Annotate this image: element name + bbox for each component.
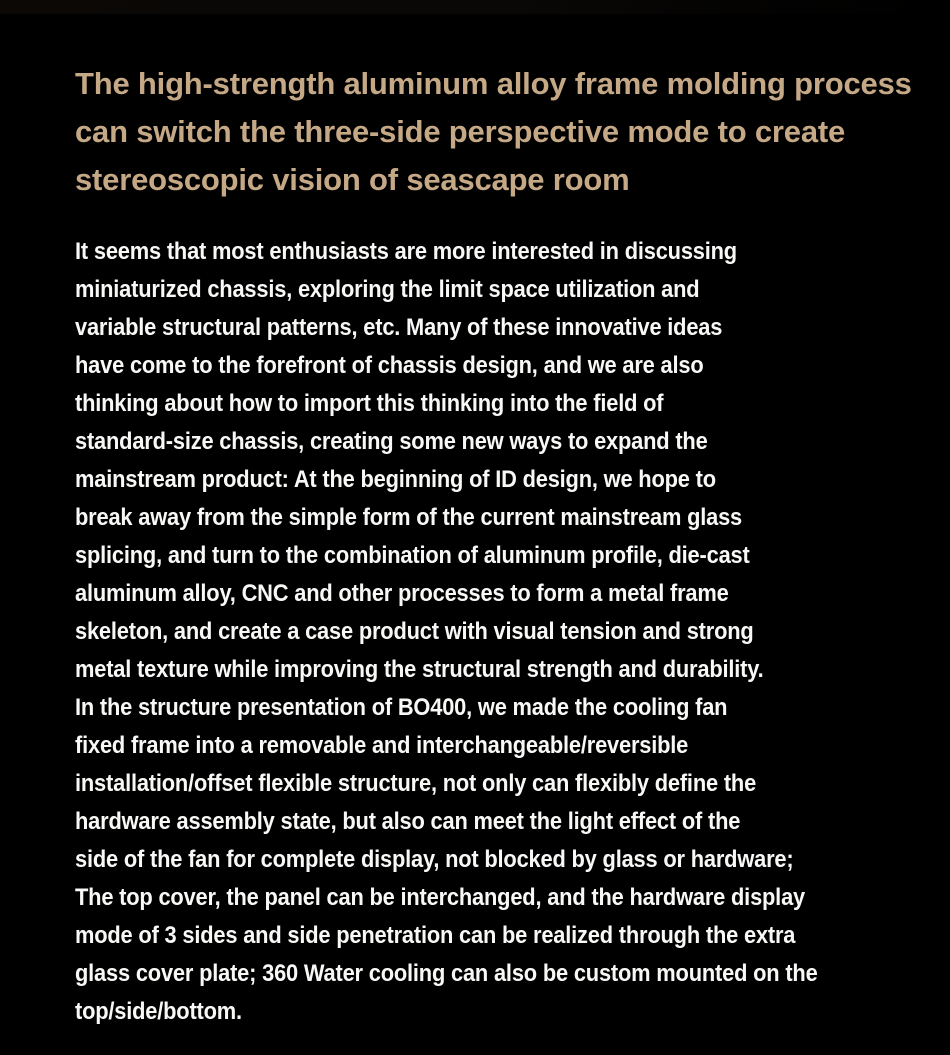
body-line: hardware assembly state, but also can meet the light effect of the <box>75 808 741 835</box>
body-line: side of the fan for complete display, not blocked by glass or hardware; <box>75 846 794 873</box>
body-line: It seems that most enthusiasts are more interested in discussing <box>75 238 737 265</box>
body-line: thinking about how to import this thinking into the field of <box>75 390 664 417</box>
body-line: metal texture while improving the structural strength and durability. <box>75 656 764 683</box>
body-line: installation/offset flexible structure, not only can flexibly define the <box>75 770 757 797</box>
body-line: glass cover plate; 360 Water cooling can also be custom mounted on the <box>75 960 818 987</box>
headline-line: can switch the three-side perspective mode to create <box>75 114 846 149</box>
body-line: aluminum alloy, CNC and other processes to form a metal frame <box>75 580 729 607</box>
body-line: mode of 3 sides and side penetration can be realized through the extra <box>75 922 796 949</box>
headline-line: stereoscopic vision of seascape room <box>75 162 630 197</box>
body-line: variable structural patterns, etc. Many of these innovative ideas <box>75 314 723 341</box>
body-line: miniaturized chassis, exploring the limit space utilization and <box>75 276 700 303</box>
body-line: break away from the simple form of the current mainstream glass <box>75 504 743 531</box>
body-line: have come to the forefront of chassis design, and we are also <box>75 352 704 379</box>
body-line: The top cover, the panel can be interchanged, and the hardware display <box>75 884 806 911</box>
body-line: splicing, and turn to the combination of aluminum profile, die-cast <box>75 542 750 569</box>
body-line: skeleton, and create a case product with visual tension and strong <box>75 618 754 645</box>
headline-line: The high-strength aluminum alloy frame molding process <box>75 66 912 101</box>
body-line: standard-size chassis, creating some new ways to expand the <box>75 428 708 455</box>
body-line: fixed frame into a removable and interchangeable/reversible <box>75 732 689 759</box>
headline <box>75 60 932 204</box>
body-paragraph <box>75 233 855 1031</box>
body-line: In the structure presentation of BO400, we made the cooling fan <box>75 694 728 721</box>
top-edge-artifact <box>0 0 950 14</box>
body-line: mainstream product: At the beginning of ID design, we hope to <box>75 466 716 493</box>
body-line: top/side/bottom. <box>75 998 242 1025</box>
